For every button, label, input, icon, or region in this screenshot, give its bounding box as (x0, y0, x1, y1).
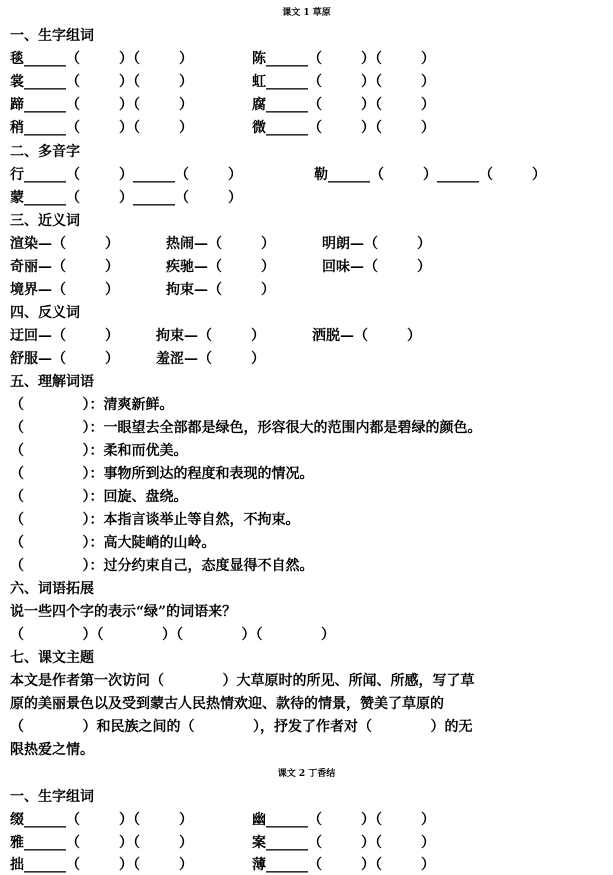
word-row: 缀______（ ）（ ） (10, 812, 193, 828)
synonym-item: 疾驰—（ ） (166, 259, 275, 275)
section-heading: 六、词语拓展 (10, 581, 94, 597)
synonym-item: 回味—（ ） (322, 259, 431, 275)
definition-item: （ ）：本指言谈举止等自然，不拘束。 (10, 512, 300, 528)
section-heading: 三、近义词 (10, 213, 80, 229)
word-row: 陈______（ ）（ ） (252, 51, 435, 67)
definition-item: （ ）：清爽新鲜。 (10, 397, 174, 413)
word-row: 雅______（ ）（ ） (10, 835, 193, 851)
synonym-item: 热闹—（ ） (166, 236, 275, 252)
definition-item: （ ）：柔和而优美。 (10, 443, 188, 459)
word-row: 虹______（ ）（ ） (252, 74, 435, 90)
word-row: 裳______（ ）（ ） (10, 74, 193, 90)
polyphone-row: 勒______（ ）______（ ） (314, 167, 546, 183)
antonym-item: 拘束—（ ） (156, 328, 265, 344)
antonym-item: 羞涩—（ ） (156, 351, 265, 367)
section-heading: 七、课文主题 (10, 650, 94, 666)
definition-item: （ ）：事物所到达的程度和表现的情况。 (10, 466, 314, 482)
theme-line: 限热爱之情。 (10, 742, 94, 758)
synonym-item: 拘束—（ ） (166, 282, 275, 298)
synonym-item: 明朗—（ ） (322, 236, 431, 252)
definition-item: （ ）：过分约束自己，态度显得不自然。 (10, 558, 314, 574)
polyphone-row: 行______（ ）______（ ） (10, 167, 242, 183)
word-row: 毯______（ ）（ ） (10, 51, 193, 67)
antonym-item: 舒服—（ ） (10, 351, 119, 367)
question-text: 说一些四个字的表示“绿”的词语来？ (10, 604, 237, 620)
word-row: 幽______（ ）（ ） (252, 812, 435, 828)
definition-item: （ ）：回旋、盘绕。 (10, 489, 188, 505)
antonym-item: 洒脱—（ ） (312, 328, 421, 344)
definition-item: （ ）：一眼望去全部都是绿色，形容很大的范围内都是碧绿的颜色。 (10, 420, 482, 436)
section-heading: 四、反义词 (10, 305, 80, 321)
polyphone-row: 蒙______（ ）______（ ） (10, 190, 242, 206)
synonym-item: 渲染—（ ） (10, 236, 119, 252)
definition-item: （ ）：高大陡峭的山岭。 (10, 535, 216, 551)
word-row: 蹄______（ ）（ ） (10, 97, 193, 113)
section-heading: 一、生字组词 (10, 28, 94, 44)
section-heading: 一、生字组词 (10, 789, 94, 805)
word-row: 案______（ ）（ ） (252, 835, 435, 851)
word-row: 拙______（ ）（ ） (10, 857, 193, 873)
word-row: 腐______（ ）（ ） (252, 97, 435, 113)
lesson2-title: 课文 2 丁香结 (277, 769, 336, 779)
synonym-item: 境界—（ ） (10, 282, 119, 298)
section-heading: 二、多音字 (10, 144, 80, 160)
answer-blanks: （ ）（ ）（ ）（ ） (10, 627, 335, 643)
word-row: 微______（ ）（ ） (252, 120, 435, 136)
theme-line: （ ）和民族之间的（ ），抒发了作者对（ ）的无 (10, 719, 473, 735)
word-row: 稍______（ ）（ ） (10, 120, 193, 136)
theme-line: 本文是作者第一次访问（ ）大草原时的所见、所闻、所感，写了草 (10, 673, 475, 689)
lesson1-title: 课文 1 草原 (282, 8, 331, 18)
theme-line: 原的美丽景色以及受到蒙古人民热情欢迎、款待的情景，赞美了草原的 (10, 696, 444, 712)
antonym-item: 迂回—（ ） (10, 328, 119, 344)
section-heading: 五、理解词语 (10, 374, 94, 390)
synonym-item: 奇丽—（ ） (10, 259, 119, 275)
word-row: 薄______（ ）（ ） (252, 857, 435, 873)
